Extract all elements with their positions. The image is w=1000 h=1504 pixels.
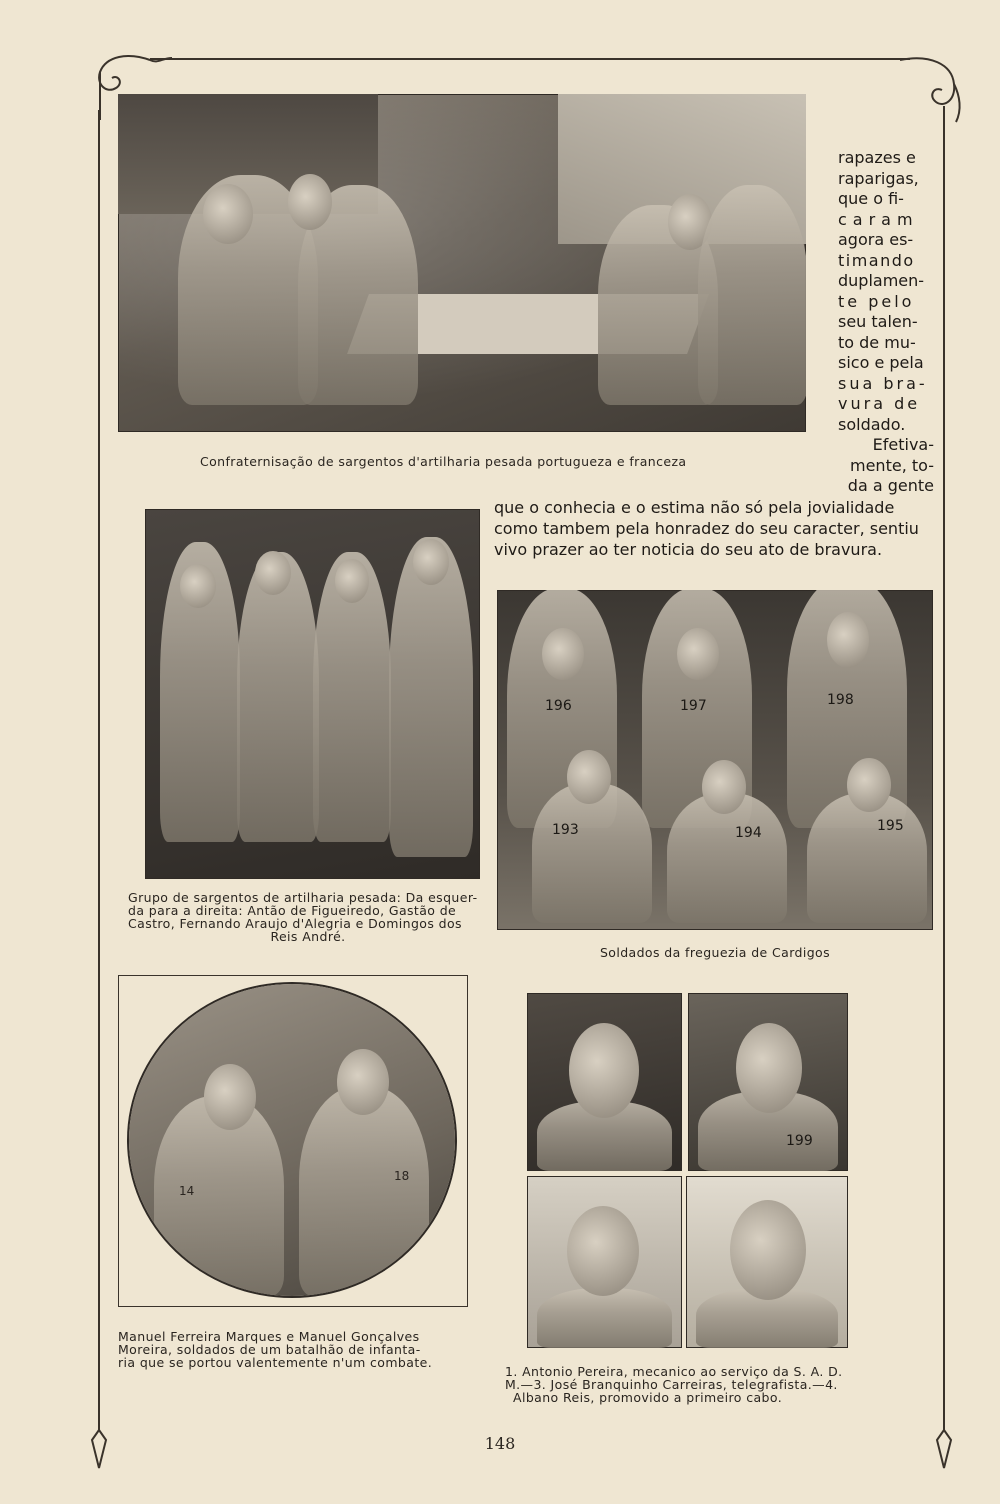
border-top (150, 58, 910, 60)
caption-line: 1. Antonio Pereira, mecanico ao serviço da S. A. D. (505, 1364, 843, 1379)
caption-line: Castro, Fernando Araujo d'Alegria e Domingos dos (128, 916, 462, 931)
four-sergeants-caption (128, 891, 488, 943)
caption-line: Grupo de sargentos de artilharia pesada: Da esquer- (128, 890, 478, 905)
side-line: soldado. (838, 414, 906, 434)
side-line: sico e pela (838, 353, 924, 372)
continuation-line: como tambem pela honradez do seu caracter, sentiu (494, 519, 919, 538)
side-line: agora es- (838, 230, 914, 249)
border-left (98, 110, 100, 1410)
caption-line: da para a direita: Antão de Figueiredo, Gastão de (128, 903, 457, 918)
side-line: Efetiva- (872, 435, 934, 454)
banquet-photo (118, 94, 806, 432)
side-line: timando (838, 250, 915, 270)
portraits-caption (505, 1365, 875, 1404)
caption-line: M.—3. José Branquinho Carreiras, telegrafista.—4. (505, 1377, 838, 1392)
portrait-4 (686, 1176, 848, 1348)
side-line: raparigas, (838, 168, 919, 188)
side-line: vura de (838, 394, 921, 413)
page-number: 148 (484, 1434, 516, 1453)
side-line: sua bra- (838, 373, 928, 393)
caption-line: Albano Reis, promovido a primeiro cabo. (513, 1390, 783, 1405)
two-soldiers-photo (129, 984, 455, 1296)
caption-line: Reis André. (270, 929, 346, 944)
continuation-line: que o conhecia e o estima não só pela jovialidade (494, 498, 895, 517)
article-continuation (494, 497, 934, 560)
two-soldiers-frame (118, 975, 468, 1307)
soldier-number: 194 (735, 825, 762, 841)
side-line: rapazes e (838, 148, 916, 167)
cardigos-caption: Soldados da freguezia de Cardigos (599, 945, 831, 960)
four-sergeants-photo (145, 509, 480, 879)
soldier-number: 197 (680, 698, 707, 714)
side-line: mente, to- (850, 455, 934, 475)
portrait-2 (688, 993, 848, 1171)
top-right-ornament (890, 50, 970, 150)
caption-line: ria que se portou valentemente n'um combate. (118, 1355, 433, 1370)
caption-line: Moreira, soldados de um batalhão de infanta- (118, 1342, 421, 1357)
soldier-number: 14 (179, 1184, 195, 1198)
soldier-number: 196 (545, 698, 572, 714)
soldier-number: 18 (394, 1169, 410, 1183)
side-line: seu talen- (838, 312, 918, 331)
border-right (943, 140, 945, 1410)
portrait-3 (527, 1176, 682, 1348)
side-line: da a gente (847, 476, 934, 495)
cardigos-soldiers-photo (497, 590, 933, 930)
caption-line: Manuel Ferreira Marques e Manuel Gonçalves (118, 1329, 420, 1344)
side-line: caram (838, 209, 919, 229)
banquet-caption: Confraternisação de sargentos d'artilharia pesada portugueza e franceza (200, 454, 687, 469)
continuation-line: vivo prazer ao ter noticia do seu ato de bravura. (494, 540, 883, 559)
soldier-number: 198 (827, 692, 854, 708)
two-soldiers-caption (118, 1330, 468, 1369)
soldier-number: 195 (877, 818, 904, 834)
side-line: te pelo (838, 291, 915, 311)
side-line: duplamen- (838, 271, 925, 290)
soldier-number: 199 (786, 1133, 813, 1149)
portrait-1 (527, 993, 682, 1171)
side-column (838, 148, 934, 497)
side-line: que o fi- (838, 189, 904, 208)
soldier-number: 193 (552, 822, 579, 838)
side-line: to de mu- (838, 332, 916, 352)
